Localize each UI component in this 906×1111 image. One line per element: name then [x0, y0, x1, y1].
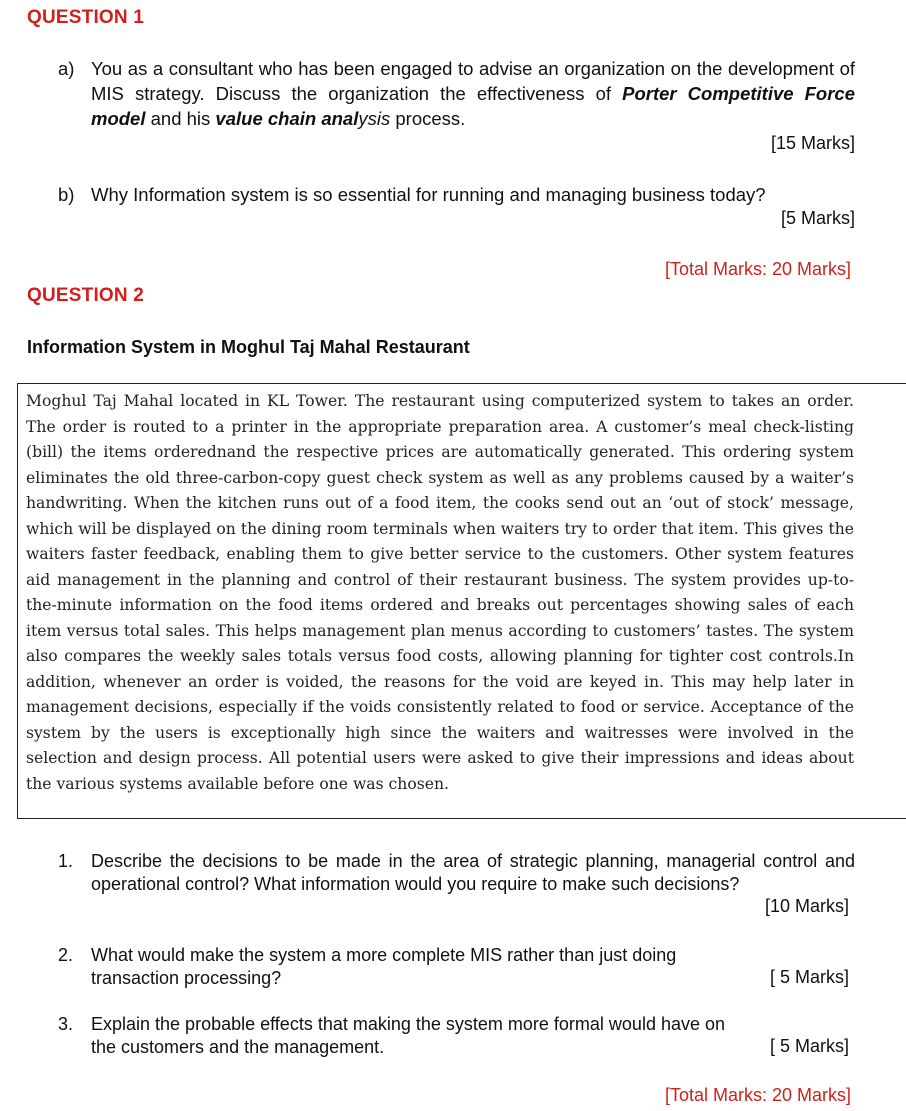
question-2-1-text: Describe the decisions to be made in the area of strategic planning, managerial control and operational control? What information would you require to make such decisions?: [91, 851, 855, 894]
question-2-1-number: 1.: [58, 851, 74, 871]
question-1a-text: [91, 56, 855, 131]
question-1-total-marks: [Total Marks: 20 Marks]: [664, 259, 851, 279]
porter-model-emphasis: Porter Competitive Force model: [91, 83, 855, 129]
question-1-heading: QUESTION 1: [27, 7, 145, 28]
question-2-3-marks: [ 5 Marks]: [769, 1036, 849, 1056]
question-2-total-marks: [Total Marks: 20 Marks]: [664, 1085, 851, 1105]
question-1b-label: b): [58, 184, 75, 205]
question-1a-text-part-1: You as a consultant who has been engaged to advise an organization on the development of MIS strategy. Discuss the organization the effectiveness of: [91, 58, 855, 104]
value-chain-emphasis-tail: ysis: [358, 108, 391, 129]
question-1a-text-part-2: and his: [145, 108, 216, 129]
question-1b-marks: [5 Marks]: [780, 208, 855, 228]
value-chain-emphasis: value chain anal: [215, 108, 359, 129]
question-1b-text: Why Information system is so essential for running and managing business today?: [91, 184, 766, 205]
question-2-3-text: Explain the probable effects that making the system more formal would have on the customers and the management.: [91, 1014, 726, 1057]
question-1a-marks: [15 Marks]: [770, 133, 855, 153]
question-2-2-text: What would make the system a more complete MIS rather than just doing transaction processing?: [91, 945, 677, 988]
question-2-2-number: 2.: [58, 945, 74, 965]
question-2-1-marks: [10 Marks]: [764, 896, 849, 916]
question-2-heading: QUESTION 2: [27, 285, 145, 306]
case-study-text: Moghul Taj Mahal located in KL Tower. The restaurant using computerized system to takes an order. The order is routed to a printer in the appropriate preparation area. A customer’s meal check-listing (bill) the items orderednand the respective prices are automatically generated. This ordering system eliminates the old three-carbon-copy guest check system as well as any problems caused by a waiter’s handwriting. When the kitchen runs out of a food item, the cooks send out an ‘out of stock’ message, which will be displayed on the dining room terminals when waiters try to order that item. This gives the waiters faster feedback, enabling them to give better service to the customers. Other system features aid management in the planning and control of their restaurant business. The system provides up-to-the-minute information on the food items ordered and breaks out percentages showing sales of each item versus total sales. This helps management plan menus according to customers’ tastes. The system also compares the weekly sales totals versus food costs, allowing planning for tighter cost controls.In addition, whenever an order is voided, the reasons for the void are keyed in. This may help later in management decisions, especially if the voids consistently related to food or service. Acceptance of the system by the users is exceptionally high since the waiters and waitresses were involved in the selection and design process. All potential users were asked to give their impressions and ideas about the various systems available before one was chosen.: [26, 392, 854, 793]
question-2-3-number: 3.: [58, 1014, 74, 1034]
question-2-2-marks: [ 5 Marks]: [769, 967, 849, 987]
question-1a-text-part-3: process.: [390, 108, 466, 129]
case-study-title: Information System in Moghul Taj Mahal Restaurant: [27, 337, 470, 357]
question-1a-label: a): [58, 58, 75, 79]
